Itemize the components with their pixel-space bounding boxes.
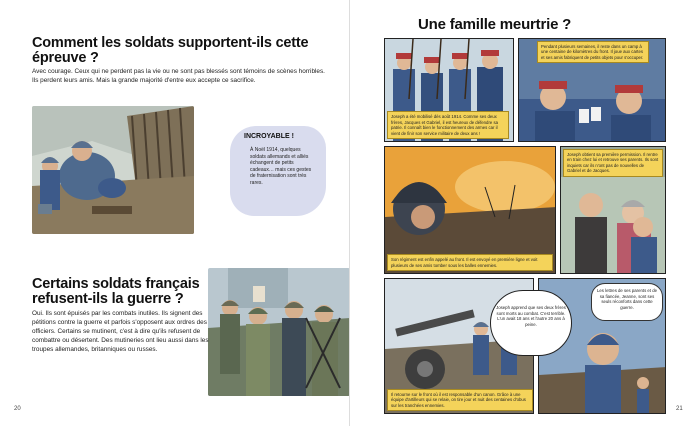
right-page [350,0,700,426]
caption-1: Joseph a été mobilisé dès août 1914. Comme ses deux frères, Jacques et Gabriel, il est heureux de défendre sa patrie. Il connaît bien le fonctionnement des armes car il vient de finir son service militaire de deux ans ! [387,111,509,139]
comic-title: Une famille meurtrie ? [418,16,572,33]
mutiny-soldiers-illustration [208,268,350,396]
caption-7: Il retourne sur le front où il est responsable d'un canon. Grâce à une équipe d'artilleurs qui se relaie, on tire jour et nuit des centaines d'obus sur les tranchées ennemies. [387,389,533,411]
callout-text: À Noël 1914, quelques soldats allemands et alliés échangent de petits cadeaux… mais ces gestes de fraternisation sont très rares. [250,147,312,186]
page-number-left: 20 [14,406,21,412]
comic-panel-front [384,146,556,274]
heading-soldiers-endure: Comment les soldats supportent-ils cette épreuve ? [32,35,309,66]
caption-6: Joseph apprend que ses deux frères sont morts au combat. C'est terrible. L'un avait 18 ans et l'autre 20 ans à peine. [490,290,572,356]
caption-3: Son régiment est enfin appelé au front. Il est envoyé en première ligne et voit plusieurs de ses amis tomber sous les balles ennemies. [387,254,553,271]
paragraph-courage: Avec courage. Ceux qui ne perdent pas la vie ou ne sont pas blessés sont témoins de scènes horribles. Ils perdent leurs amis. Mais la grande majorité d'entre eux accepte ce sacrifice. [32,68,325,84]
heading-soldiers-refuse: Certains soldats français refusent-ils la guerre ? [32,276,200,307]
paragraph-mutinies: Oui. Ils sont épuisés par les combats inutiles. Ils signent des pétitions contre la guerre et parfois s'opposent aux ordres des officiers. Certains se mutinent, c'est à dire qu'ils refusent de combattre ou désertent. Des mutineries ont lieu aussi dans les troupes allemandes, britanniques ou russes. [32,310,209,353]
caption-5: Les lettres de ses parents et de sa fiancée, Jeanne, sont ses seuls réconforts dans cette guerre. [591,283,663,321]
page-number-right: 21 [676,406,683,412]
trench-soldiers-illustration [32,106,194,234]
callout-title: INCROYABLE ! [244,133,294,140]
caption-2: Pendant plusieurs semaines, il reste dans un camp à une centaine de kilomètres du front. Il joue aux cartes et ses amis fabriquent de petits objets pour s'occuper. [537,41,649,63]
caption-4: Joseph obtient sa première permission. Il rentre en train chez lui et retrouve ses parents. Ils sont inquiets car ils n'ont pas de nouvelles de Gabriel et de Jacques. [563,149,663,177]
comic-panel-permission [560,146,666,274]
comic-panel-camp [518,38,666,142]
comic-panel-mobilisation [384,38,514,142]
